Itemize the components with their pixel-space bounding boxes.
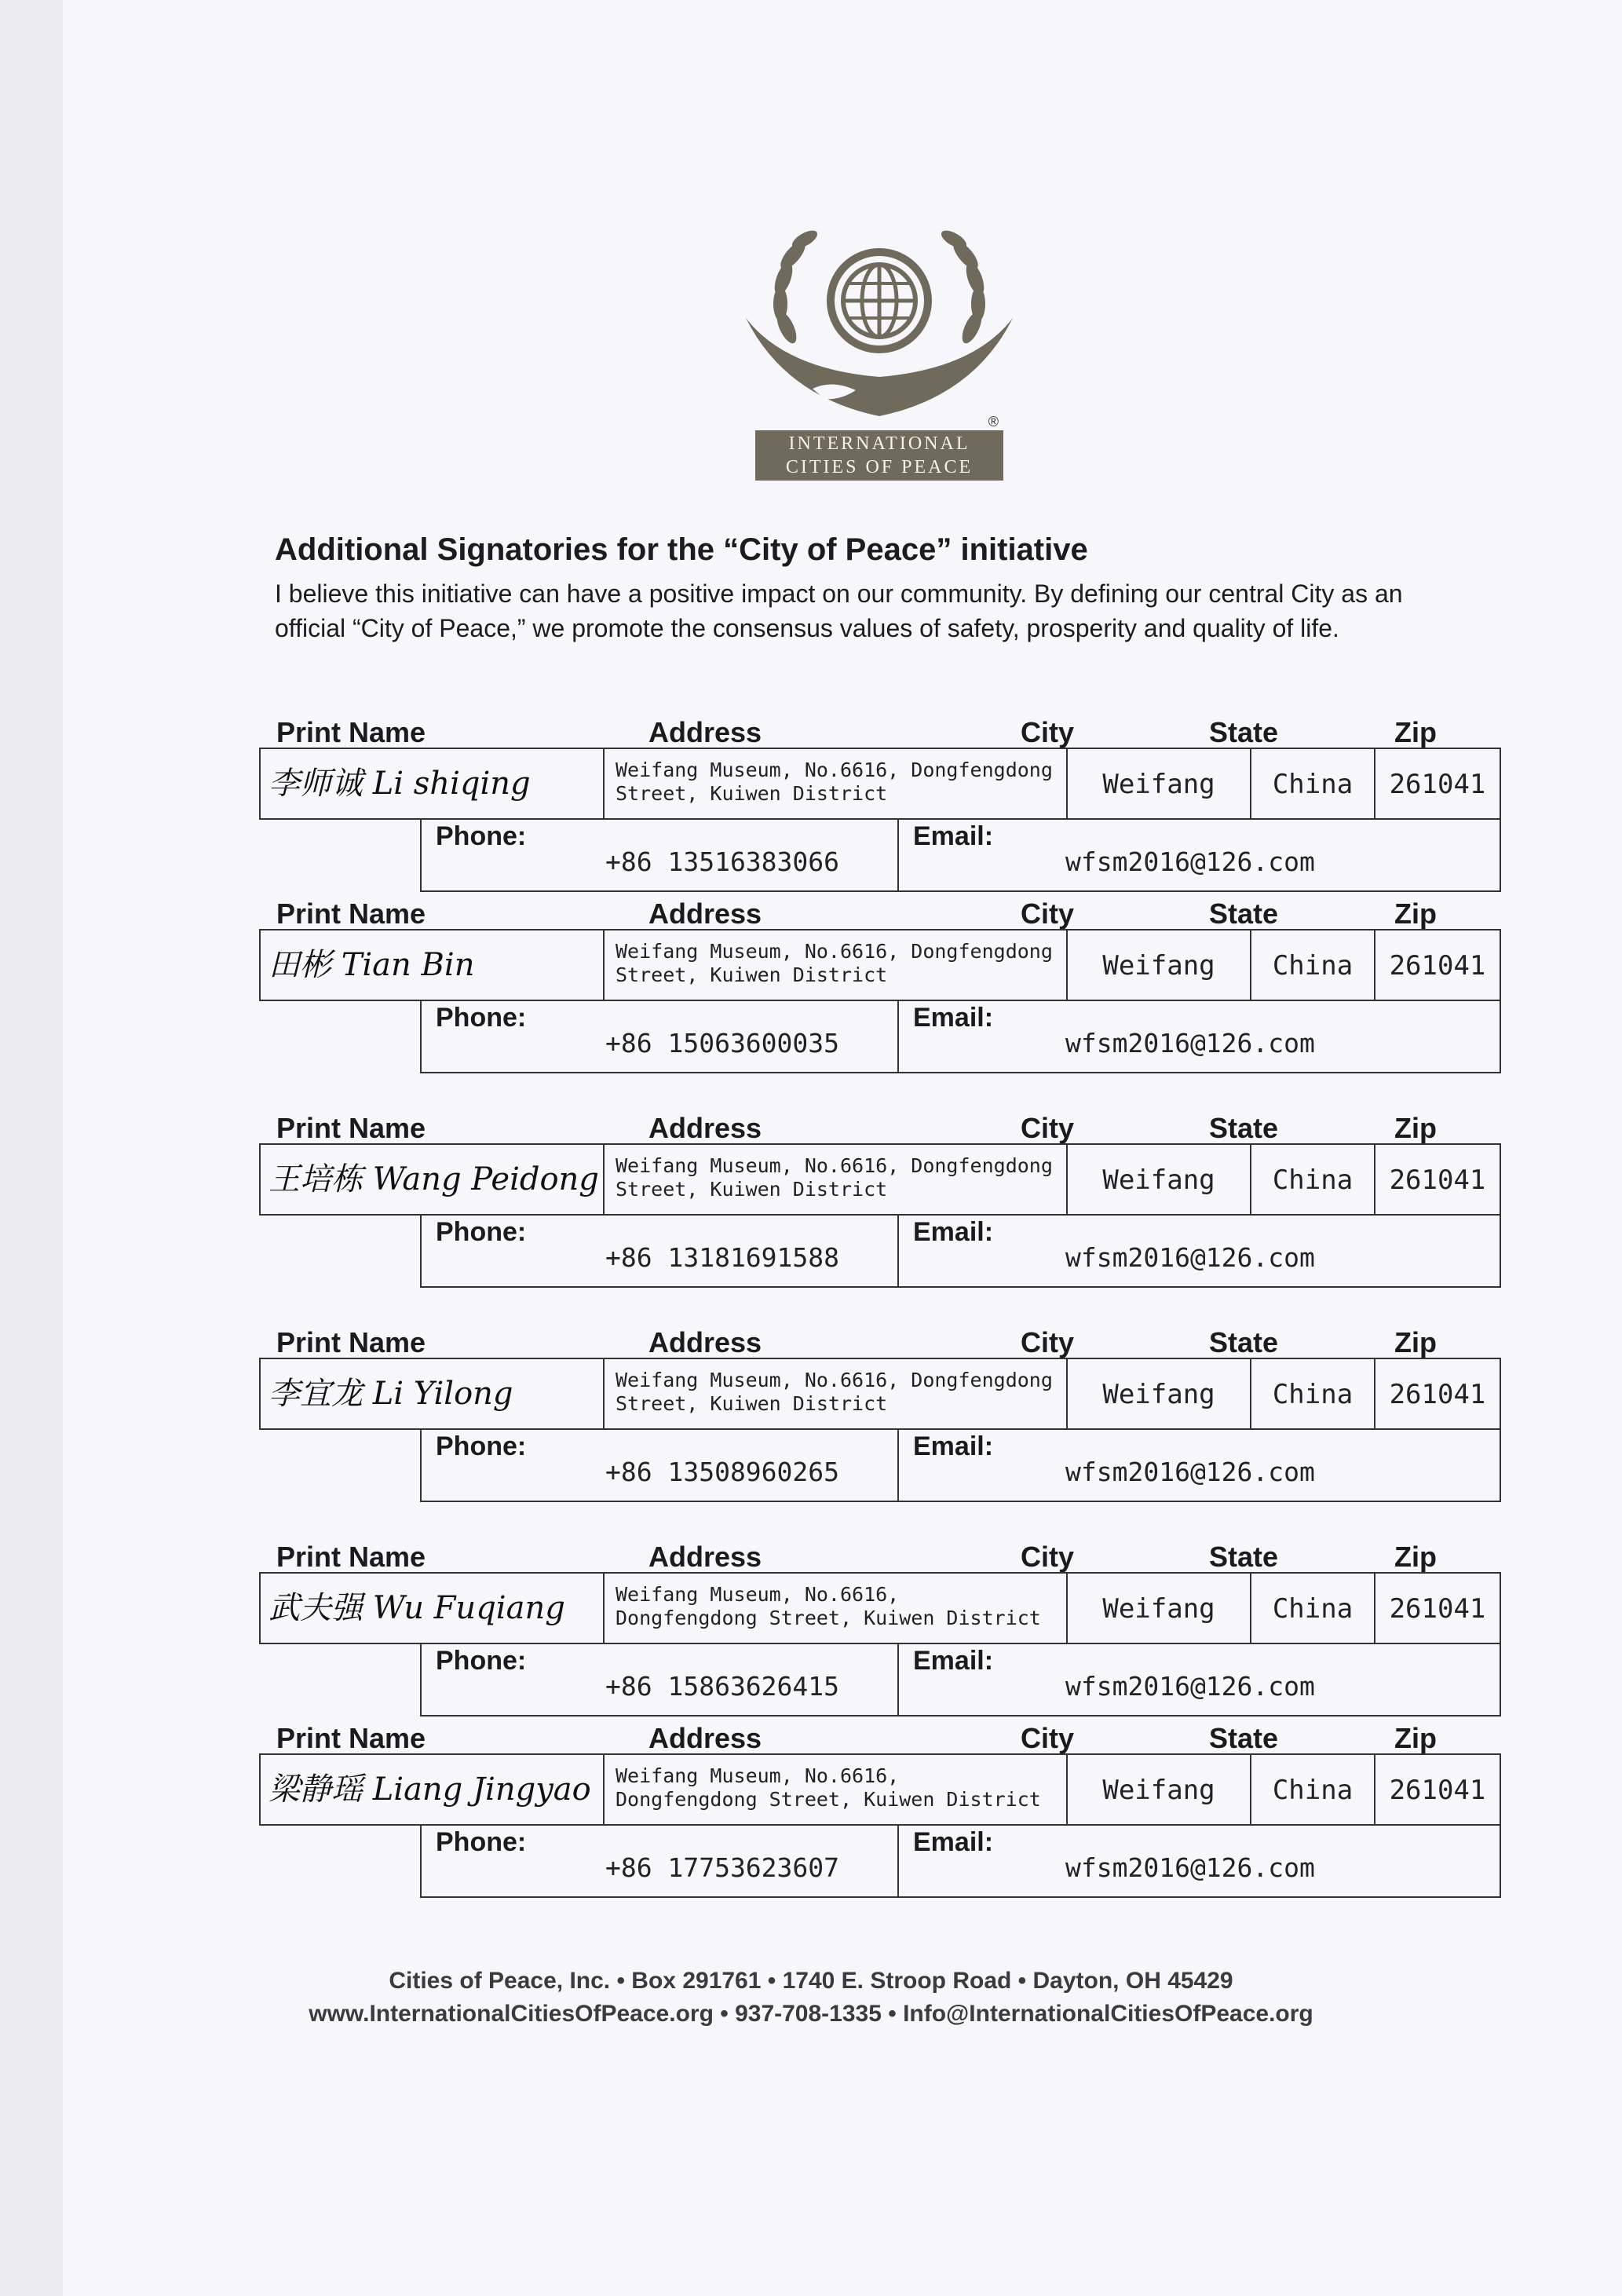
address-header: Address xyxy=(648,1112,762,1144)
email-label: Email: xyxy=(913,1827,994,1857)
print-name-header: Print Name xyxy=(276,1112,426,1144)
zip-value: 261041 xyxy=(1374,930,1500,1000)
address-value: Weifang Museum, No.6616, Dongfengdong Street, Kuiwen District xyxy=(603,930,1066,1000)
email-label: Email: xyxy=(913,1646,994,1676)
signature-name: 李师诚 Li shiqing xyxy=(269,766,531,802)
address-value: Weifang Museum, No.6616, Dongfengdong Street, Kuiwen District xyxy=(603,749,1066,818)
address-value: Weifang Museum, No.6616, Dongfengdong Street, Kuiwen District xyxy=(603,1755,1066,1824)
state-value: China xyxy=(1250,1574,1374,1643)
signatory-entry xyxy=(259,898,1504,1083)
city-value: Weifang xyxy=(1066,930,1250,1000)
email-cell xyxy=(897,818,1500,890)
phone-cell xyxy=(422,1214,897,1286)
zip-value: 261041 xyxy=(1374,1755,1500,1824)
phone-value: +86 13516383066 xyxy=(605,846,840,877)
state-value: China xyxy=(1250,1755,1374,1824)
city-header: City xyxy=(1021,898,1075,930)
zip-value: 261041 xyxy=(1374,1574,1500,1643)
phone-label: Phone: xyxy=(436,821,527,851)
page-title: Additional Signatories for the “City of Peace” initiative xyxy=(275,532,1088,567)
logo-wordmark xyxy=(755,414,1003,481)
signature-name: 王培栋 Wang Peidong xyxy=(269,1161,599,1197)
globe-dove-emblem-icon xyxy=(738,208,1021,436)
email-value: wfsm2016@126.com xyxy=(1065,1028,1315,1058)
city-header: City xyxy=(1021,1722,1075,1754)
state-header: State xyxy=(1209,716,1279,748)
email-cell xyxy=(897,1643,1500,1715)
phone-cell xyxy=(422,1428,897,1501)
email-cell xyxy=(897,1214,1500,1286)
state-header: State xyxy=(1209,1112,1279,1144)
state-header: State xyxy=(1209,1722,1279,1754)
cities-of-peace-logo xyxy=(738,208,1021,483)
logo-line-1: INTERNATIONAL xyxy=(788,433,970,454)
signatory-main-row xyxy=(259,929,1501,1001)
address-header: Address xyxy=(648,898,762,930)
zip-header: Zip xyxy=(1394,1326,1437,1358)
email-label: Email: xyxy=(913,1431,994,1461)
print-name-header: Print Name xyxy=(276,1326,426,1358)
phone-label: Phone: xyxy=(436,1646,527,1676)
signatory-main-row xyxy=(259,1143,1501,1216)
state-value: China xyxy=(1250,1145,1374,1214)
city-header: City xyxy=(1021,716,1075,748)
city-value: Weifang xyxy=(1066,1755,1250,1824)
signatory-entry xyxy=(259,1722,1504,1907)
signatory-contact-row xyxy=(420,1643,1501,1717)
signature-name: 武夫强 Wu Fuqiang xyxy=(269,1590,565,1626)
zip-header: Zip xyxy=(1394,1541,1437,1573)
signatory-contact-row xyxy=(420,1214,1501,1288)
address-value: Weifang Museum, No.6616, Dongfengdong Street, Kuiwen District xyxy=(603,1145,1066,1214)
email-label: Email: xyxy=(913,1217,994,1247)
signature-name: 梁静瑶 Liang Jingyao xyxy=(269,1771,591,1808)
phone-value: +86 17753623607 xyxy=(605,1852,840,1883)
state-value: China xyxy=(1250,749,1374,818)
city-header: City xyxy=(1021,1326,1075,1358)
print-name-header: Print Name xyxy=(276,1722,426,1754)
phone-cell xyxy=(422,818,897,890)
zip-header: Zip xyxy=(1394,898,1437,930)
zip-value: 261041 xyxy=(1374,1359,1500,1428)
city-value: Weifang xyxy=(1066,1574,1250,1643)
print-name-header: Print Name xyxy=(276,1541,426,1573)
signatory-entry xyxy=(259,1326,1504,1512)
email-cell xyxy=(897,1428,1500,1501)
registered-mark: ® xyxy=(988,414,999,430)
signatory-main-row xyxy=(259,1753,1501,1826)
signatory-entry xyxy=(259,716,1504,901)
email-value: wfsm2016@126.com xyxy=(1065,846,1315,877)
signatory-main-row xyxy=(259,1572,1501,1644)
state-header: State xyxy=(1209,898,1279,930)
footer-contact: www.InternationalCitiesOfPeace.org • 937-708-1335 • Info@InternationalCitiesOfPeace.org xyxy=(309,2001,1313,2027)
email-value: wfsm2016@126.com xyxy=(1065,1242,1315,1273)
email-value: wfsm2016@126.com xyxy=(1065,1457,1315,1487)
address-header: Address xyxy=(648,1541,762,1573)
phone-label: Phone: xyxy=(436,1827,527,1857)
signatory-main-row xyxy=(259,1358,1501,1430)
address-header: Address xyxy=(648,1722,762,1754)
signatory-contact-row xyxy=(420,1428,1501,1502)
signatory-contact-row xyxy=(420,1824,1501,1898)
signatory-contact-row xyxy=(420,1000,1501,1073)
zip-header: Zip xyxy=(1394,716,1437,748)
email-label: Email: xyxy=(913,1003,994,1033)
phone-cell xyxy=(422,1000,897,1072)
print-name-header: Print Name xyxy=(276,716,426,748)
phone-cell xyxy=(422,1824,897,1896)
city-header: City xyxy=(1021,1541,1075,1573)
city-value: Weifang xyxy=(1066,1359,1250,1428)
state-header: State xyxy=(1209,1326,1279,1358)
phone-label: Phone: xyxy=(436,1217,527,1247)
address-header: Address xyxy=(648,716,762,748)
email-value: wfsm2016@126.com xyxy=(1065,1852,1315,1883)
city-value: Weifang xyxy=(1066,1145,1250,1214)
phone-value: +86 15863626415 xyxy=(605,1671,840,1702)
email-cell xyxy=(897,1824,1500,1896)
city-header: City xyxy=(1021,1112,1075,1144)
state-value: China xyxy=(1250,1359,1374,1428)
state-value: China xyxy=(1250,930,1374,1000)
phone-label: Phone: xyxy=(436,1431,527,1461)
signatory-main-row xyxy=(259,748,1501,820)
phone-cell xyxy=(422,1643,897,1715)
zip-value: 261041 xyxy=(1374,1145,1500,1214)
zip-value: 261041 xyxy=(1374,749,1500,818)
signature-name: 田彬 Tian Bin xyxy=(269,947,475,983)
phone-value: +86 15063600035 xyxy=(605,1028,840,1058)
phone-label: Phone: xyxy=(436,1003,527,1033)
footer-address: Cities of Peace, Inc. • Box 291761 • 1740 E. Stroop Road • Dayton, OH 45429 xyxy=(389,1968,1233,1994)
signatory-contact-row xyxy=(420,818,1501,892)
email-cell xyxy=(897,1000,1500,1072)
logo-line-2: CITIES OF PEACE xyxy=(785,457,974,477)
signature-name: 李宜龙 Li Yilong xyxy=(269,1376,513,1412)
address-header: Address xyxy=(648,1326,762,1358)
phone-value: +86 13508960265 xyxy=(605,1457,840,1487)
city-value: Weifang xyxy=(1066,749,1250,818)
address-value: Weifang Museum, No.6616, Dongfengdong Street, Kuiwen District xyxy=(603,1574,1066,1643)
email-label: Email: xyxy=(913,821,994,851)
state-header: State xyxy=(1209,1541,1279,1573)
email-value: wfsm2016@126.com xyxy=(1065,1671,1315,1702)
zip-header: Zip xyxy=(1394,1112,1437,1144)
intro-paragraph: I believe this initiative can have a positive impact on our community. By defining our central City as an official “City of Peace,” we promote the consensus values of safety, prosperity and quality of life. xyxy=(275,579,1403,642)
signatory-entry xyxy=(259,1112,1504,1297)
address-value: Weifang Museum, No.6616, Dongfengdong Street, Kuiwen District xyxy=(603,1359,1066,1428)
signatory-entry xyxy=(259,1541,1504,1726)
zip-header: Zip xyxy=(1394,1722,1437,1754)
print-name-header: Print Name xyxy=(276,898,426,930)
phone-value: +86 13181691588 xyxy=(605,1242,840,1273)
